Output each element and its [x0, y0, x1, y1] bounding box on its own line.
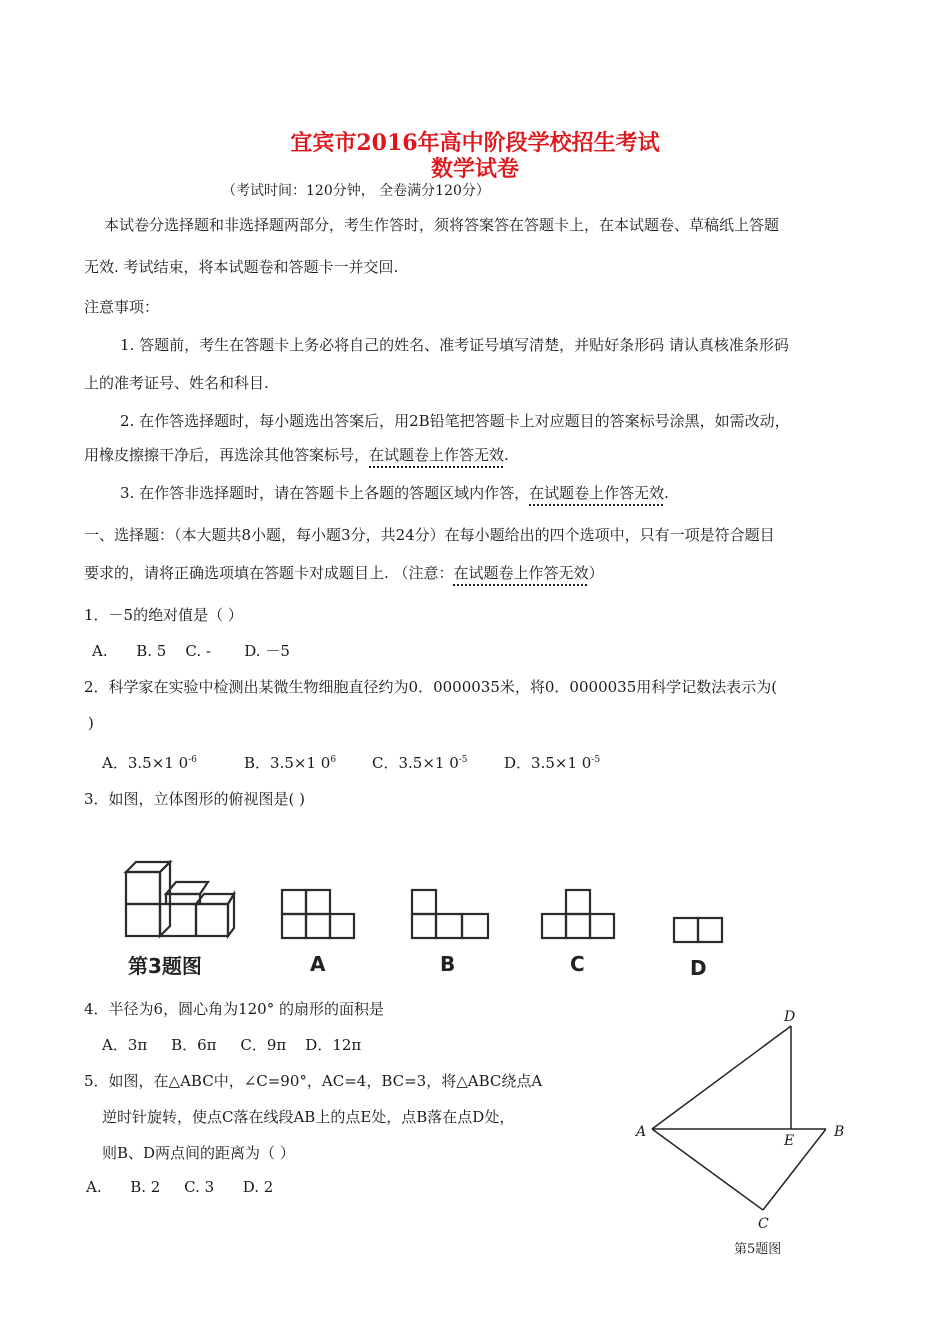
q3-label-c: C [570, 952, 585, 976]
section-1-line-1: 一、选择题：（本大题共8小题，每小题3分，共24分）在每小题给出的四个选项中，只有一项是符合题目 [84, 526, 775, 544]
note-2-emphasis: 在试题卷上作答无效 [369, 446, 505, 464]
notes-heading: 注意事项： [84, 298, 160, 316]
q5-line-2: 逆时针旋转，使点C落在线段AB上的点E处，点B落在点D处， [102, 1108, 515, 1126]
q3-figure [110, 850, 750, 985]
q5-point-b: B [834, 1124, 845, 1140]
q5-figure-caption: 第5题图 [734, 1242, 782, 1257]
q5-options: A. B. 2 C. 3 D. 2 [86, 1178, 274, 1196]
q5-line-3: 则B、D两点间的距离为（ ） [102, 1144, 295, 1162]
q2-option-a-base: A．3.5×1 0 [102, 754, 189, 772]
intro-line-1: 本试卷分选择题和非选择题两部分，考生作答时，须将答案答在答题卡上，在本试题卷、草稿纸上答题 [104, 216, 780, 234]
note-3-text: 3. 在作答非选择题时，请在答题卡上各题的答题区域内作答， [120, 484, 530, 502]
q3-label-a: A [310, 952, 326, 976]
q3-option-d-view [674, 918, 722, 942]
section-1-close: ） [588, 564, 604, 582]
q3-option-c-view [542, 890, 614, 938]
q5-point-d: D [784, 1009, 796, 1025]
q5-line-1: 5．如图，在△ABC中，∠C=90°，AC=4，BC=3，将△ABC绕点A [84, 1072, 543, 1090]
q2-stem-line-1: 2．科学家在实验中检测出某微生物细胞直径约为0．0000035米，将0．0000035用科学记数法表示为( [84, 678, 778, 696]
note-2-line-1: 2. 在作答选择题时，每小题选出答案后，用2B铅笔把答题卡上对应题目的答案标号涂黑，如需改动， [120, 412, 790, 430]
q3-label-b: B [440, 952, 456, 976]
note-3-emphasis: 在试题卷上作答无效 [529, 484, 665, 502]
q2-option-c [372, 752, 468, 773]
intro-line-2: 无效. 考试结束，将本试题卷和答题卡一并交回. [84, 258, 399, 276]
q2-option-a [102, 752, 197, 773]
section-1-line-2 [84, 562, 604, 583]
q5-point-c: C [758, 1216, 769, 1232]
exam-info: （考试时间：120分钟， 全卷满分120分） [222, 183, 490, 199]
q3-solid-figure [126, 862, 234, 936]
q2-option-b [244, 752, 336, 773]
q2-option-d-exp: -5 [591, 755, 601, 765]
note-2-line-2 [84, 444, 509, 465]
q2-option-a-exp: -6 [188, 755, 197, 765]
note-2-line-2-text: 用橡皮擦擦干净后，再选涂其他答案标号， [84, 446, 370, 464]
note-3 [120, 482, 669, 503]
note-1-line-2: 上的准考证号、姓名和科目. [84, 374, 269, 392]
note-3-period: . [664, 484, 669, 502]
q5-point-a: A [636, 1124, 647, 1140]
q3-label-d: D [690, 956, 707, 980]
q2-option-d [504, 752, 600, 773]
q3-stem: 3．如图，立体图形的俯视图是( ) [84, 790, 306, 808]
q2-option-c-exp: -5 [458, 755, 468, 765]
note-2-period: . [504, 446, 509, 464]
q2-option-b-base: B．3.5×1 0 [244, 754, 331, 772]
q4-options: A．3π B．6π C．9π D．12π [102, 1036, 362, 1054]
q1-options: A. B. 5 C. - D. －5 [92, 642, 290, 660]
q3-figure-label: 第3题图 [128, 954, 202, 978]
q2-option-b-exp: 6 [330, 755, 337, 765]
q1-stem: 1．－5的绝对值是（ ） [84, 606, 243, 624]
section-1-emphasis: 在试题卷上作答无效 [453, 564, 589, 582]
page-title: 宜宾市2016年高中阶段学校招生考试 [290, 130, 660, 156]
q4-stem: 4．半径为6，圆心角为120° 的扇形的面积是 [84, 1000, 384, 1018]
q5-triangles [652, 1026, 826, 1210]
note-1-line-1: 1. 答题前，考生在答题卡上务必将自己的姓名、准考证号填写清楚，并贴好条形码 请认真核准条形码 [120, 336, 789, 354]
q5-point-e: E [784, 1133, 795, 1149]
q2-option-c-base: C．3.5×1 0 [372, 754, 459, 772]
q3-option-a-view [282, 890, 354, 938]
q2-stem-line-2: ) [88, 714, 94, 732]
section-1-text: 要求的，请将正确选项填在答题卡对成题目上. （注意： [84, 564, 454, 582]
q3-option-b-view [412, 890, 488, 938]
page-subtitle: 数学试卷 [430, 156, 519, 182]
q5-figure [628, 1006, 858, 1236]
q2-option-d-base: D．3.5×1 0 [504, 754, 592, 772]
